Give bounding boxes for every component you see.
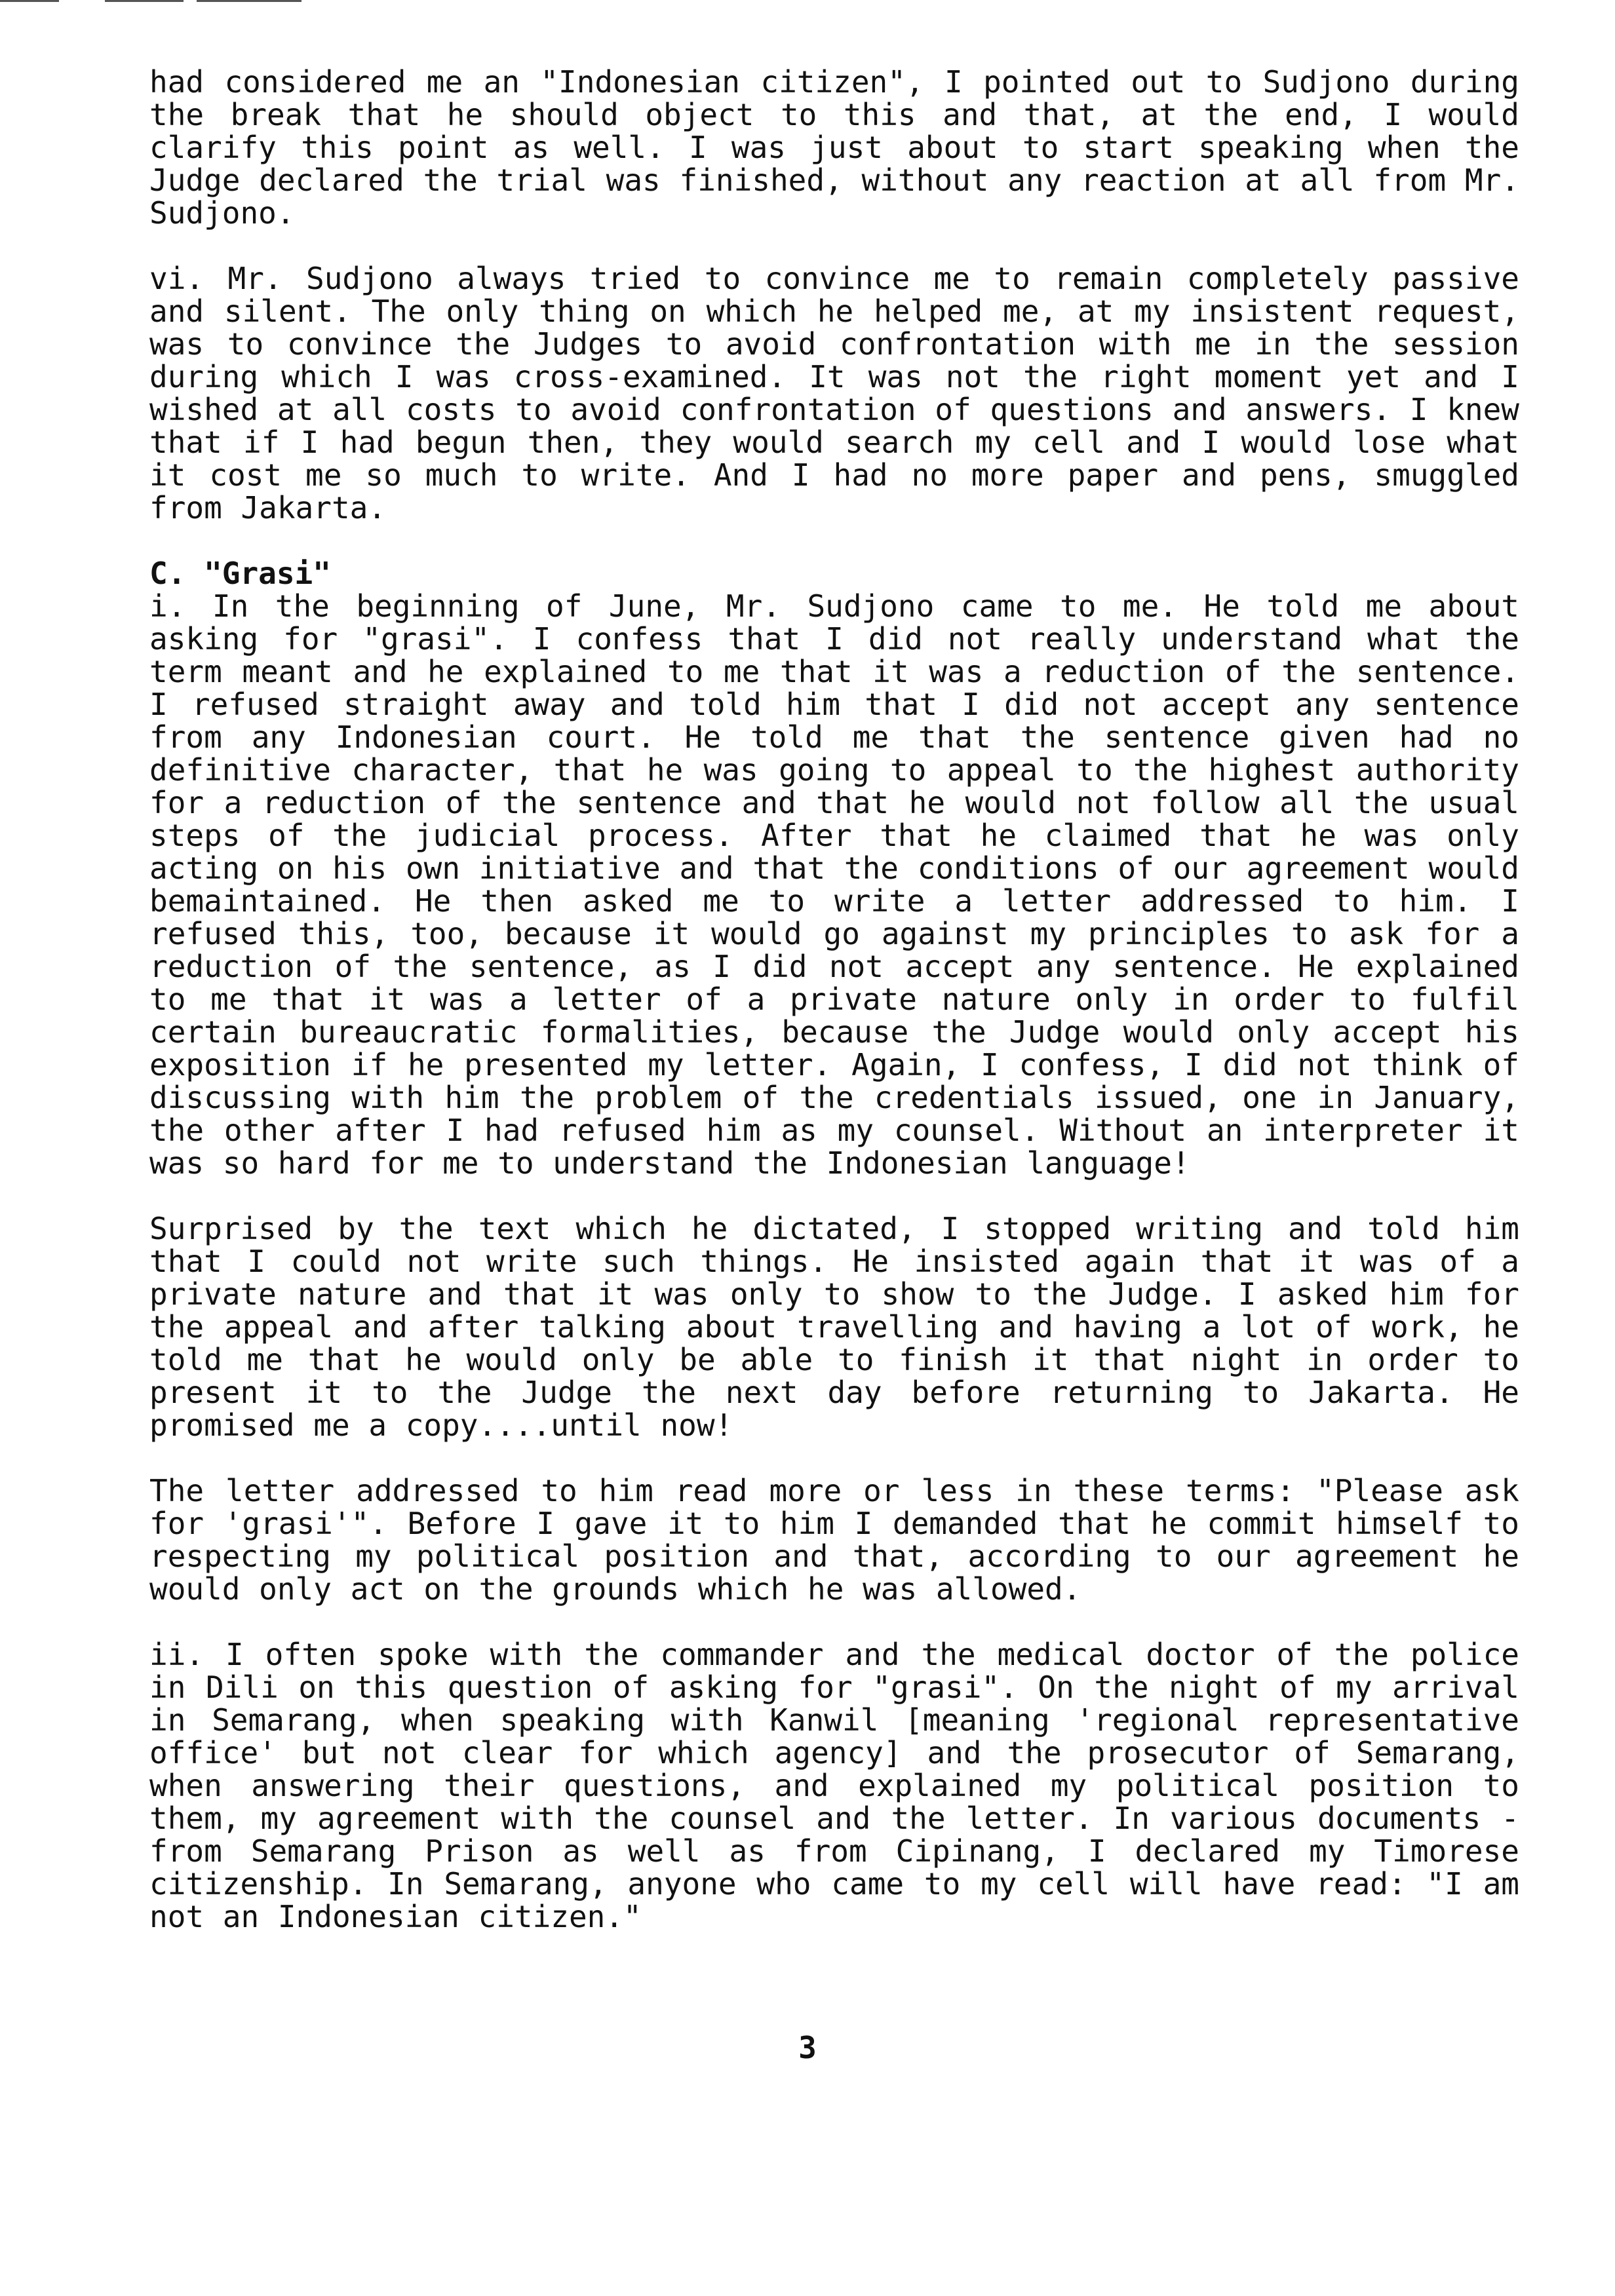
- scan-edge-mark: [197, 0, 302, 2]
- paragraph-gap: [149, 524, 1519, 557]
- section-heading-grasi: C. "Grasi": [149, 556, 331, 591]
- page-number: 3: [798, 2030, 817, 2065]
- paragraph-i-june-visit: i. In the beginning of June, Mr. Sudjono came to me. He told me about asking for "grasi". I confess that I did not really understand what the term meant and he explained to me that it was a reduction of the sentence. I refused straight away and told him that I did not accept any sentence from any Indonesian court. He told me that the sentence given had no definitive character, that he was going to appeal to the highest authority for a reduction of the sentence and that he would not follow all the usual steps of the judicial process. After that he claimed that he was only acting on his own initiative and that the conditions of our agreement would bemaintained. He then asked me to write a letter addressed to him. I refused this, too, because it would go against my principles to ask for a reduction of the sentence, as I did not accept any sentence. He explained to me that it was a letter of a private nature only in order to fulfil certain bureaucratic formalities, because the Judge would only accept his exposition if he presented my letter. Again, I confess, I did not think of discussing with him the problem of the credentials issued, one in January, the other after I had refused him as my counsel. Without an interpreter it was so hard for me to understand the Indonesian language!: [149, 588, 1519, 1181]
- scan-edge-mark: [105, 0, 184, 2]
- paragraph-gap: [149, 229, 1519, 262]
- paragraph-letter-terms: The letter addressed to him read more or less in these terms: "Please ask for 'grasi'". Before I gave it to him I demanded that he commit himself to respecting my political position and that, according to our agreement he would only act on the grounds which he was allowed.: [149, 1473, 1519, 1607]
- paragraph-gap: [149, 1605, 1519, 1638]
- scan-edge-mark: [0, 0, 59, 2]
- paragraph-citizen-objection: had considered me an "Indonesian citizen", I pointed out to Sudjono during the break that he should object to this and that, at the end, I would clarify this point as well. I was just about to start speaking when the Judge declared the trial was finished, without any reaction at all from Mr. Sudjono.: [149, 64, 1519, 231]
- paragraph-dictated-text: Surprised by the text which he dictated, I stopped writing and told him that I could not write such things. He insisted again that it was of a private nature and that it was only to show to the Judge. I asked him for the appeal and after talking about travelling and having a lot of work, he told me that he would only be able to finish it that night in order to present it to the Judge the next day before returning to Jakarta. He promised me a copy....until now!: [149, 1211, 1519, 1443]
- paragraph-gap: [149, 1442, 1519, 1474]
- paragraph-vi-sudjono-passive: vi. Mr. Sudjono always tried to convince me to remain completely passive and silent. The only thing on which he helped me, at my insistent request, was to convince the Judges to avoid confrontation with me in the session during which I was cross-examined. It was not the right moment yet and I wished at all costs to avoid confrontation of questions and answers. I knew that if I had begun then, they would search my cell and I would lose what it cost me so much to write. And I had no more paper and pens, smuggled from Jakarta.: [149, 261, 1519, 526]
- document-page: [149, 66, 1519, 1933]
- paragraph-ii-citizenship: ii. I often spoke with the commander and the medical doctor of the police in Dili on this question of asking for "grasi". On the night of my arrival in Semarang, when speaking with Kanwil [meaning 'regional representative office' but not clear for which agency] and the prosecutor of Semarang, when answering their questions, and explained my political position to them, my agreement with the counsel and the letter. In various documents - from Semarang Prison as well as from Cipinang, I declared my Timorese citizenship. In Semarang, anyone who came to my cell will have read: "I am not an Indonesian citizen.": [149, 1637, 1519, 1934]
- paragraph-gap: [149, 1179, 1519, 1212]
